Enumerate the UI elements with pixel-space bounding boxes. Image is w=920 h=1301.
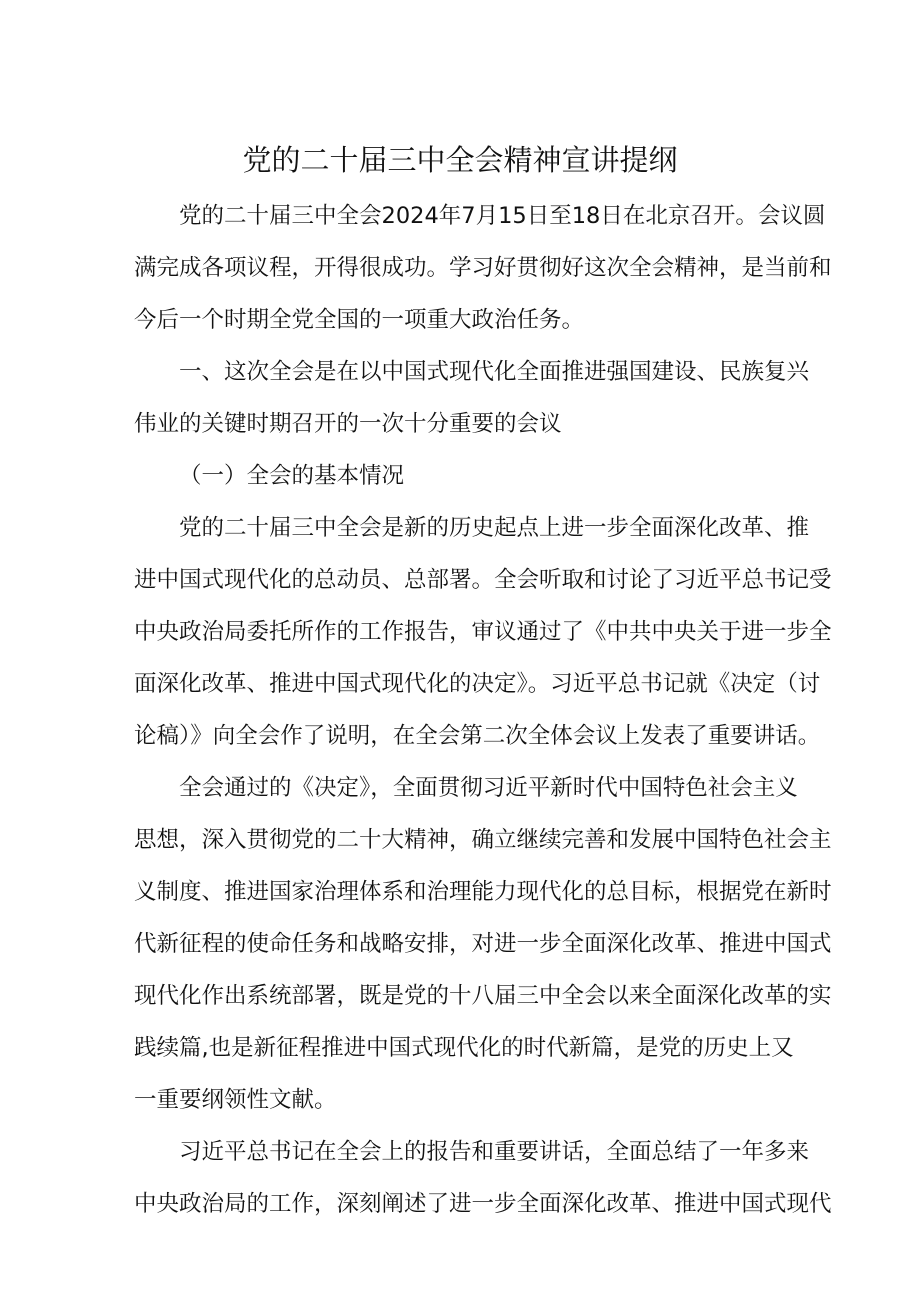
paragraph-line: 中央政治局的工作，深刻阐述了进一步全面深化改革、推进中国式现代 — [134, 1191, 832, 1217]
paragraph-line: 进中国式现代化的总动员、总部署。全会听取和讨论了习近平总书记受 — [134, 567, 832, 593]
paragraph-line: 代新征程的使命任务和战略安排，对进一步全面深化改革、推进中国式 — [134, 931, 832, 957]
paragraph-line: 面深化改革、推进中国式现代化的决定》。习近平总书记就《决定（讨 — [134, 671, 821, 697]
document-body — [134, 190, 832, 1230]
section-heading-line: 伟业的关键时期召开的一次十分重要的会议 — [134, 411, 562, 437]
paragraph-line: 一重要纲领性文献。 — [134, 1087, 337, 1113]
paragraph-line: 全会通过的《决定》，全面贯彻习近平新时代中国特色社会主义 — [179, 775, 798, 801]
paragraph-line: 党的二十届三中全会是新的历史起点上进一步全面深化改革、推 — [179, 515, 810, 541]
document-title: 党的二十届三中全会精神宣讲提纲 — [242, 143, 678, 177]
paragraph-line: 今后一个时期全党全国的一项重大政治任务。 — [134, 307, 585, 333]
paragraph-line: 践续篇,也是新征程推进中国式现代化的时代新篇，是党的历史上又 — [134, 1035, 794, 1061]
section-heading-line: 一、这次全会是在以中国式现代化全面推进强国建设、民族复兴 — [179, 359, 810, 385]
paragraph-line: 思想，深入贯彻党的二十大精神，确立继续完善和发展中国特色社会主 — [134, 827, 832, 853]
paragraph-line: 满完成各项议程，开得很成功。学习好贯彻好这次全会精神，是当前和 — [134, 255, 832, 281]
paragraph-line: 党的二十届三中全会2024年7月15日至18日在北京召开。会议圆 — [179, 203, 826, 229]
paragraph-line: 论稿）》向全会作了说明，在全会第二次全体会议上发表了重要讲话。 — [134, 723, 821, 749]
paragraph-line: 中央政治局委托所作的工作报告，审议通过了《中共中央关于进一步全 — [134, 619, 832, 645]
paragraph-line: 义制度、推进国家治理体系和治理能力现代化的总目标，根据党在新时 — [134, 879, 832, 905]
subsection-heading: （一）全会的基本情况 — [179, 463, 405, 489]
paragraph-line: 习近平总书记在全会上的报告和重要讲话，全面总结了一年多来 — [179, 1139, 810, 1165]
paragraph-line: 现代化作出系统部署，既是党的十八届三中全会以来全面深化改革的实 — [134, 983, 832, 1009]
